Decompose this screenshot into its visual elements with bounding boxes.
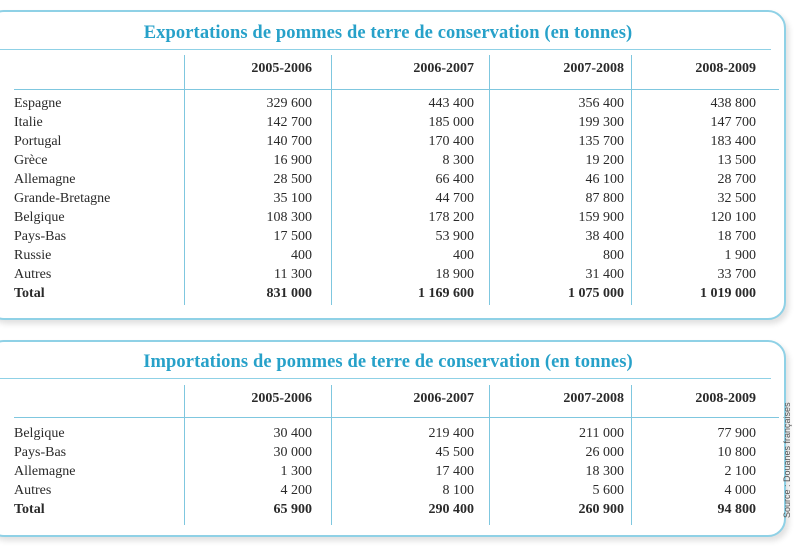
total-value-cell: 1 075 000	[568, 285, 624, 301]
value-cell: 28 700	[717, 171, 756, 187]
value-cell: 135 700	[578, 133, 624, 149]
value-cell: 1 900	[724, 247, 756, 263]
value-cell: 18 700	[717, 228, 756, 244]
country-cell: Belgique	[14, 209, 65, 225]
value-cell: 185 000	[428, 114, 474, 130]
total-label: Total	[14, 285, 45, 301]
table-row	[14, 208, 756, 227]
header-year: 2006-2007	[413, 391, 474, 406]
country-cell: Grande-Bretagne	[14, 190, 111, 206]
header-year: 2007-2008	[563, 61, 624, 76]
value-cell: 16 900	[273, 152, 312, 168]
country-cell: Pays-Bas	[14, 228, 67, 244]
value-cell: 13 500	[717, 152, 756, 168]
value-cell: 108 300	[266, 209, 312, 225]
value-cell: 33 700	[717, 266, 756, 282]
country-cell: Allemagne	[14, 463, 76, 479]
imports-header-row	[14, 374, 756, 424]
value-cell: 77 900	[717, 425, 756, 441]
value-cell: 45 500	[435, 444, 474, 460]
value-cell: 1 300	[280, 463, 312, 479]
header-country	[14, 374, 184, 424]
value-cell: 438 800	[710, 95, 756, 111]
value-cell: 2 100	[724, 463, 756, 479]
table-row	[14, 151, 756, 170]
value-cell: 35 100	[273, 190, 312, 206]
total-row	[14, 500, 756, 519]
value-cell: 30 000	[273, 444, 312, 460]
value-cell: 8 100	[442, 482, 474, 498]
value-cell: 329 600	[266, 95, 312, 111]
value-cell: 32 500	[717, 190, 756, 206]
value-cell: 178 200	[428, 209, 474, 225]
total-value-cell: 290 400	[428, 501, 474, 517]
header-year: 2006-2007	[413, 61, 474, 76]
header-country	[14, 44, 184, 94]
total-row	[14, 284, 756, 303]
value-cell: 147 700	[710, 114, 756, 130]
value-cell: 800	[603, 247, 624, 263]
value-cell: 66 400	[435, 171, 474, 187]
country-cell: Autres	[14, 482, 52, 498]
table-row	[14, 246, 756, 265]
table-row	[14, 132, 756, 151]
header-year: 2005-2006	[251, 61, 312, 76]
value-cell: 87 800	[585, 190, 624, 206]
exports-header-row	[14, 44, 756, 94]
header-year: 2008-2009	[695, 391, 756, 406]
value-cell: 159 900	[578, 209, 624, 225]
header-year: 2007-2008	[563, 391, 624, 406]
imports-title: Importations de pommes de terre de conservation (en tonnes)	[143, 352, 633, 372]
imports-table	[14, 374, 756, 519]
country-cell: Allemagne	[14, 171, 76, 187]
table-row	[14, 170, 756, 189]
value-cell: 18 900	[435, 266, 474, 282]
value-cell: 142 700	[266, 114, 312, 130]
table-row	[14, 94, 756, 113]
value-cell: 356 400	[578, 95, 624, 111]
header-year: 2005-2006	[251, 391, 312, 406]
value-cell: 5 600	[592, 482, 624, 498]
value-cell: 199 300	[578, 114, 624, 130]
value-cell: 219 400	[428, 425, 474, 441]
value-cell: 443 400	[428, 95, 474, 111]
table-row	[14, 113, 756, 132]
table-row	[14, 189, 756, 208]
country-cell: Italie	[14, 114, 43, 130]
total-value-cell: 1 169 600	[418, 285, 474, 301]
value-cell: 18 300	[585, 463, 624, 479]
total-value-cell: 65 900	[273, 501, 312, 517]
imports-body	[14, 424, 756, 519]
country-cell: Belgique	[14, 425, 65, 441]
exports-body	[14, 94, 756, 303]
value-cell: 31 400	[585, 266, 624, 282]
value-cell: 53 900	[435, 228, 474, 244]
value-cell: 183 400	[710, 133, 756, 149]
value-cell: 400	[291, 247, 312, 263]
value-cell: 8 300	[442, 152, 474, 168]
value-cell: 10 800	[717, 444, 756, 460]
value-cell: 400	[453, 247, 474, 263]
exports-table	[14, 44, 756, 303]
value-cell: 4 200	[280, 482, 312, 498]
value-cell: 28 500	[273, 171, 312, 187]
country-cell: Russie	[14, 247, 52, 263]
table-row	[14, 443, 756, 462]
total-value-cell: 831 000	[266, 285, 312, 301]
value-cell: 19 200	[585, 152, 624, 168]
country-cell: Espagne	[14, 95, 62, 111]
table-row	[14, 227, 756, 246]
value-cell: 170 400	[428, 133, 474, 149]
value-cell: 38 400	[585, 228, 624, 244]
value-cell: 140 700	[266, 133, 312, 149]
value-cell: 30 400	[273, 425, 312, 441]
value-cell: 26 000	[585, 444, 624, 460]
country-cell: Grèce	[14, 152, 48, 168]
total-value-cell: 260 900	[578, 501, 624, 517]
table-row	[14, 424, 756, 443]
value-cell: 17 400	[435, 463, 474, 479]
country-cell: Pays-Bas	[14, 444, 67, 460]
country-cell: Autres	[14, 266, 52, 282]
value-cell: 46 100	[585, 171, 624, 187]
value-cell: 17 500	[273, 228, 312, 244]
exports-title: Exportations de pommes de terre de conservation (en tonnes)	[143, 23, 633, 43]
source-note: Source : Douanes françaises	[782, 402, 792, 518]
table-row	[14, 462, 756, 481]
header-year: 2008-2009	[695, 61, 756, 76]
value-cell: 211 000	[579, 425, 624, 441]
value-cell: 120 100	[710, 209, 756, 225]
value-cell: 11 300	[274, 266, 312, 282]
total-value-cell: 1 019 000	[700, 285, 756, 301]
table-row	[14, 481, 756, 500]
total-value-cell: 94 800	[717, 501, 756, 517]
value-cell: 4 000	[724, 482, 756, 498]
table-row	[14, 265, 756, 284]
country-cell: Portugal	[14, 133, 62, 149]
value-cell: 44 700	[435, 190, 474, 206]
total-label: Total	[14, 501, 45, 517]
